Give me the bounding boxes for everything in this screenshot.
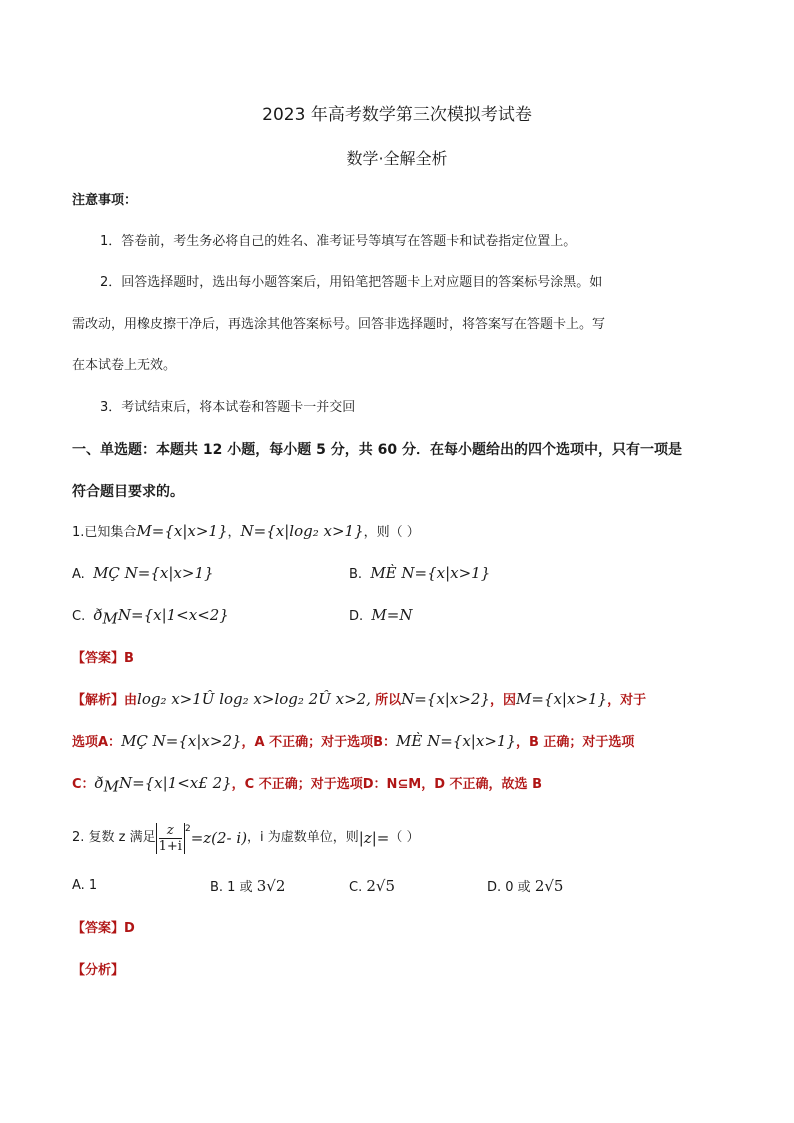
q2-option-b-label: B. 1 或 [210, 880, 253, 895]
fraction [159, 823, 182, 854]
analysis-conclusion: ，C 不正确；对于选项D：N⊆M，D 不正确，故选 B [231, 777, 542, 792]
q2-option-b-math: 3√2 [256, 877, 286, 895]
option-b-label: B. [349, 567, 363, 582]
option-d[interactable] [349, 606, 412, 626]
analysis-set-m: M={x|x>1} [516, 690, 608, 708]
equation-rhs: =z(2- i) [190, 829, 248, 847]
option-d-label: D. [349, 609, 364, 624]
option-b-text: MÈ N={x|x>1} [370, 564, 491, 582]
page-subtitle: 数学·全解全析 [346, 149, 448, 168]
question-2-prefix: 2. 复数 z 满足 [72, 830, 156, 845]
analysis-option-a: 选项A： [72, 735, 122, 750]
question-1-stem [72, 522, 420, 542]
analysis-line-2 [72, 732, 634, 752]
complement-symbol: ð [93, 606, 103, 624]
set-m: M={x|x>1} [136, 522, 228, 540]
analysis-intersection: MÇ N={x|x>2} [121, 732, 242, 750]
analysis-for: ，对于 [607, 693, 647, 708]
option-c-text: N={x|1<x<2} [117, 606, 229, 624]
analysis-log-inequality: log₂ x>1Û log₂ x>log₂ 2Û x>2, [137, 690, 371, 708]
option-a[interactable] [72, 564, 214, 584]
page-title: 2023 年高考数学第三次模拟考试卷 [262, 105, 532, 125]
analysis-line-1 [72, 690, 646, 710]
analysis-because: ，因 [489, 693, 516, 708]
option-d-text: M=N [371, 606, 413, 624]
question-2-analysis: 【分析】 [72, 963, 125, 978]
abs-fraction [156, 823, 185, 854]
question-2-answer: 【答案】D [72, 921, 135, 936]
q2-option-c[interactable] [349, 877, 395, 897]
question-1-answer: 【答案】B [72, 651, 134, 666]
q2-option-d-math: 2√5 [534, 877, 564, 895]
analysis-label: 【解析】由 [72, 693, 138, 708]
analysis-union: MÈ N={x|x>1} [396, 732, 516, 750]
question-2-mid: ，i 为虚数单位，则 [247, 830, 359, 845]
option-c-label: C. [72, 609, 86, 624]
analysis-set-n: N={x|x>2} [401, 690, 490, 708]
analysis-line-3 [72, 774, 542, 796]
analysis-b-correct: ，B 正确；对于选项 [515, 735, 635, 750]
option-c[interactable] [72, 606, 229, 628]
analysis-a-incorrect: ，A 不正确；对于选项B： [241, 735, 397, 750]
q2-option-d[interactable] [487, 877, 563, 897]
question-2-stem [72, 818, 420, 858]
section-heading-line-2: 符合题目要求的。 [72, 484, 184, 500]
analysis-option-c: C： [72, 777, 95, 792]
fraction-denominator: 1+i [158, 838, 182, 854]
notice-item-3: 3．考试结束后，将本试卷和答题卡一并交回 [100, 400, 356, 415]
option-b[interactable] [349, 564, 490, 584]
analysis-complement-symbol: ð [94, 774, 104, 792]
option-a-text: MÇ N={x|x>1} [93, 564, 214, 582]
option-a-label: A. [72, 567, 85, 582]
q2-option-a[interactable]: A. 1 [72, 878, 98, 893]
question-1-prefix: 1.已知集合 [72, 525, 137, 540]
analysis-complement-subscript: M [103, 777, 119, 796]
question-2-suffix: （ ） [389, 830, 420, 845]
notice-item-1: 1．答卷前，考生务必将自己的姓名、准考证号等填写在答题卡和试卷指定位置上。 [100, 234, 577, 249]
set-n: N={x|log₂ x>1} [240, 522, 364, 540]
analysis-so: 所以 [375, 693, 402, 708]
complement-subscript: M [102, 609, 118, 628]
q2-option-c-label: C. [349, 880, 363, 895]
notice-item-2-line-3: 在本试卷上无效。 [72, 358, 177, 373]
notice-item-2-line-1: 2．回答选择题时，选出每小题答案后，用铅笔把答题卡上对应题目的答案标号涂黑。如 [100, 275, 603, 290]
fraction-numerator: z [159, 823, 182, 839]
analysis-complement-set: N={x|1<x£ 2} [118, 774, 232, 792]
notice-heading: 注意事项： [72, 193, 138, 208]
section-heading-line-1: 一、单选题：本题共 12 小题，每小题 5 分，共 60 分．在每小题给出的四个选项中，只有一项是 [72, 442, 682, 458]
notice-item-2-line-2: 需改动，用橡皮擦干净后，再选涂其他答案标号。回答非选择题时，将答案写在答题卡上。写 [72, 317, 606, 332]
q2-option-b[interactable] [210, 877, 285, 897]
separator: ， [227, 525, 241, 540]
question-1-suffix: ，则（ ） [363, 525, 420, 540]
q2-option-c-math: 2√5 [366, 877, 396, 895]
exponent: 2 [184, 824, 191, 834]
abs-z: |z|= [358, 829, 390, 847]
q2-option-d-label: D. 0 或 [487, 880, 531, 895]
